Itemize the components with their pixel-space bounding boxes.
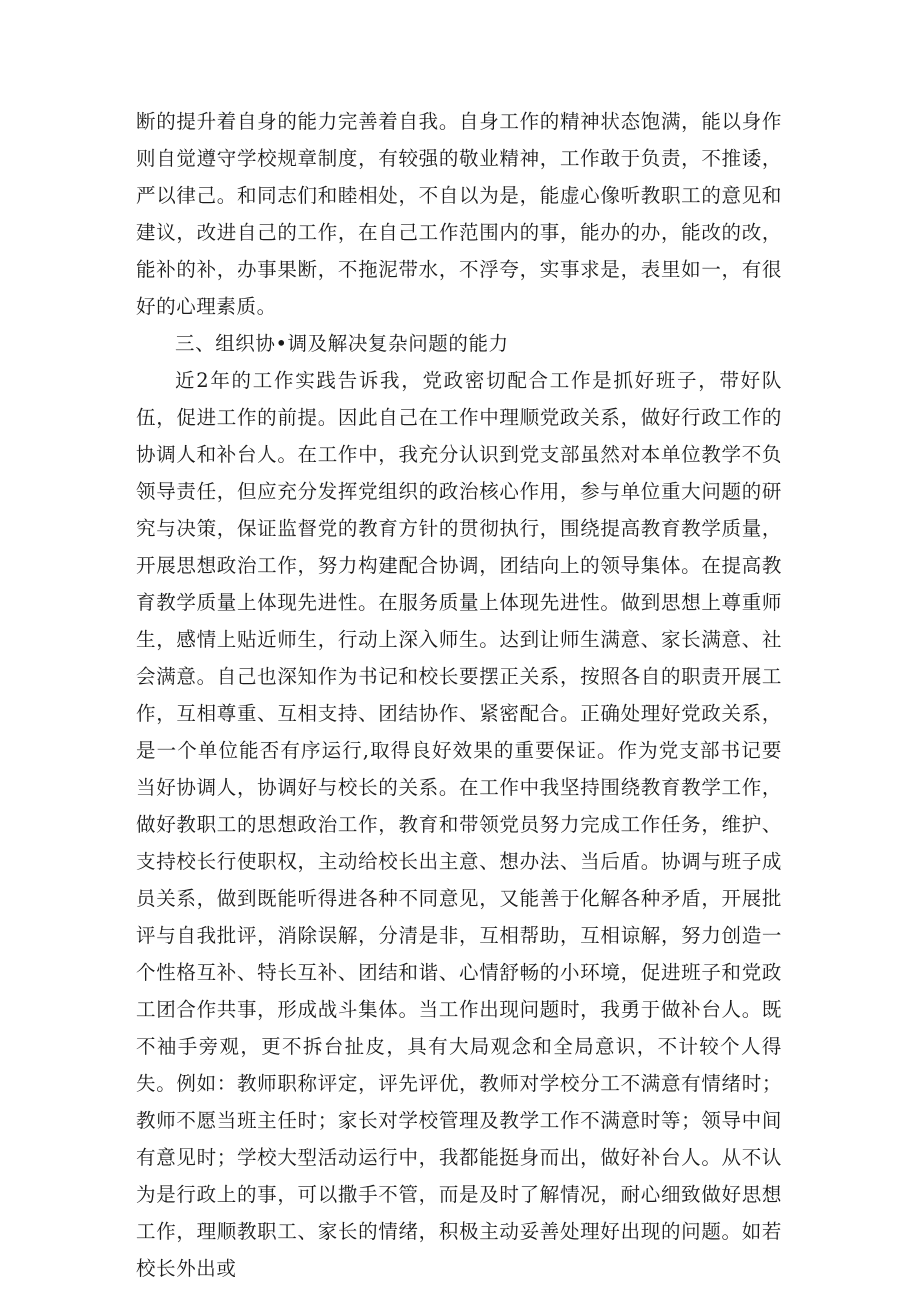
section-heading: 三、组织协•调及解决复杂问题的能力 (175, 332, 509, 355)
paragraph-body: 近2年的工作实践告诉我，党政密切配合工作是抓好班子，带好队伍，促进工作的前提。因此自己在工作中理顺党政关系，做好行政工作的协调人和补台人。在工作中，我充分认识到党支部虽然对本单位教学不负领导责任，但应充分发挥党组织的政治核心作用，参与单位重大问题的研究与决策，保证监督党的教育方针的贯彻执行，围绕提高教育教学质量，开展思想政治工作，努力构建配合协调，团结向上的领导集体。在提高教育教学质量上体现先进性。在服务质量上体现先进性。做到思想上尊重师生，感情上贴近师生，行动上深入师生。达到让师生满意、家长满意、社会满意。自己也深知作为书记和校长要摆正关系，按照各自的职责开展工作，互相尊重、互相支持、团结协作、紧密配合。正确处理好党政关系，是一个单位能否有序运行,取得良好效果的重要保证。作为党支部书记要当好协调人，协调好与校长的关系。在工作中我坚持围绕教育教学工作，做好教职工的思想政治工作，教育和带领党员努力完成工作任务，维护、支持校长行使职权，主动给校长出主意、想办法、当后盾。协调与班子成员关系，做到既能听得进各种不同意见，又能善于化解各种矛盾，开展批评与自我批评，消除误解，分清是非，互相帮助，互相谅解，努力创造一个性格互补、特长互补、团结和谐、心情舒畅的小环境，促进班子和党政工团合作共事，形成战斗集体。当工作出现问题时，我勇于做补台人。既不袖手旁观，更不拆台扯皮，具有大局观念和全局意识，不计较个人得失。例如：教师职称评定，评先评优，教师对学校分工不满意有情绪时；教师不愿当班主任时；家长对学校管理及教学工作不满意时等；领导中间有意见时；学校大型活动运行中，我都能挺身而出，做好补台人。从不认为是行政上的事，可以撒手不管，而是及时了解情况，耐心细致做好思想工作，理顺教职工、家长的情绪，积极主动妥善处理好出现的问题。如若校长外出或 (136, 369, 782, 1280)
document-page (136, 103, 782, 1287)
paragraph-continuation: 断的提升着自身的能力完善着自我。自身工作的精神状态饱满，能以身作则自觉遵守学校规章制度，有较强的敬业精神，工作敢于负责，不推诿，严以律己。和同志们和睦相处，不自以为是，能虚心像听教职工的意见和建议，改进自己的工作，在自己工作范围内的事，能办的办，能改的改，能补的补，办事果断，不拖泥带水，不浮夸，实事求是，表里如一，有很好的心理素质。 (136, 110, 782, 318)
